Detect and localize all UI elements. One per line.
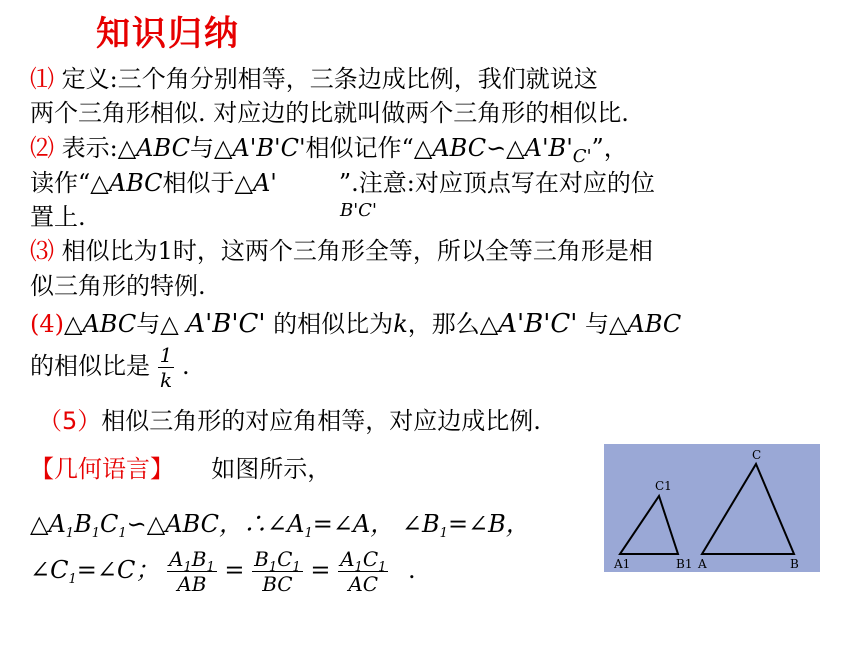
f1-den: AB: [177, 572, 207, 596]
ratio-fraction-2: [252, 547, 303, 596]
item3-line1: [30, 236, 653, 266]
item2-read-abc: △ABC: [90, 169, 163, 197]
item4-line1: [30, 309, 681, 339]
item2-text-a: 表示:: [54, 134, 118, 162]
item3-line2: 似三角形的特例.: [30, 272, 206, 300]
item2-tri-abc: △ABC: [117, 134, 190, 162]
large-triangle: [702, 464, 794, 554]
item5-line: [38, 406, 541, 436]
item1-line2: 两个三角形相似. 对应边的比就叫做两个三角形的相似比.: [30, 99, 629, 127]
item2-text-h: ”，: [591, 134, 628, 162]
similar-triangles-figure: [604, 444, 820, 572]
item2-notation-sub: C': [572, 146, 592, 167]
label-a1: A1: [614, 557, 631, 571]
f1-na: A: [169, 547, 184, 571]
f3-na: A: [340, 547, 355, 571]
g2-a: ∠C: [30, 556, 69, 584]
g1-c: C: [100, 510, 119, 538]
f1-ns1: 1: [183, 560, 192, 575]
g1-d: ∽△ABC，∴∠A: [126, 510, 305, 538]
item4-fraction: [158, 343, 175, 392]
geometry-label: 【几何语言】: [30, 455, 174, 483]
f3-den: AC: [348, 572, 379, 596]
g1-b: B: [74, 510, 92, 538]
item1-line1: [30, 64, 598, 94]
g1-s1: 1: [65, 526, 75, 541]
item4-tri-prime-1: A'B'C': [186, 309, 266, 339]
f3-nb: C: [362, 547, 379, 571]
item4-tri-abc-2: ABC: [627, 310, 682, 338]
f1-ns2: 1: [206, 560, 215, 575]
item1-number: ⑴: [30, 65, 54, 93]
page-title: 知识归纳: [96, 14, 240, 54]
item2-notation: △ABC∽△A'B': [413, 134, 573, 162]
ratio-fraction-1: [167, 547, 217, 596]
item4-text-f: ，那么△: [407, 310, 499, 338]
g2-s1: 1: [68, 572, 77, 587]
f3-ns2: 1: [378, 560, 387, 575]
f2-na: B: [254, 547, 269, 571]
f1-nb: B: [191, 547, 207, 571]
label-c1: C1: [655, 479, 672, 493]
item1-text1: 定义:三个角分别相等，三条边成比例，我们就说这: [54, 65, 598, 93]
eq-2: =: [310, 556, 331, 584]
item4-line2: [30, 343, 190, 392]
item2-text-c: 与: [189, 134, 214, 162]
item2-number: ⑵: [30, 134, 54, 162]
item2-read-sub: B'C': [340, 200, 377, 221]
item2-read-c: 相似于: [162, 169, 235, 197]
g1-f: =∠B，: [447, 510, 530, 538]
f2-ns2: 1: [292, 560, 301, 575]
item2-line3: 置上.: [30, 203, 86, 231]
label-c: C: [752, 448, 762, 462]
item2-line2: [30, 168, 655, 198]
g1-s3: 1: [118, 526, 127, 541]
item4-ratio-text: 的相似比是: [30, 352, 158, 380]
f2-den: BC: [262, 572, 293, 596]
small-triangle: [620, 496, 678, 554]
item2-tri-abc-prime: △A'B'C': [213, 134, 306, 162]
item4-tri-abc: △ABC: [64, 310, 137, 338]
item4-text-b: 与△: [136, 310, 187, 338]
g2-end: .: [408, 556, 416, 584]
g2-b: =∠C；: [76, 556, 160, 584]
item4-k: k: [393, 310, 408, 338]
item4-fraction-den: k: [159, 368, 173, 392]
ratio-fraction-3: [338, 547, 388, 596]
g1-s2: 1: [91, 526, 100, 541]
item4-text-d: 的相似比为: [265, 310, 394, 338]
g1-e: =∠A， ∠B: [312, 510, 440, 538]
f2-ns1: 1: [268, 560, 278, 575]
item5-number: （5）: [38, 407, 102, 435]
f2-nb: C: [277, 547, 293, 571]
f3-ns1: 1: [354, 560, 363, 575]
item2-read-e: ”.注意:对应顶点写在对应的位: [338, 169, 655, 197]
eq-1: =: [224, 556, 245, 584]
label-a: A: [698, 557, 707, 571]
geometry-intro: 如图所示，: [211, 455, 332, 483]
item4-text-h: 与△: [577, 310, 628, 338]
item2-read-a-prime: △A': [234, 169, 277, 197]
item3-number: ⑶: [30, 237, 54, 265]
g1-a: △A: [30, 510, 66, 538]
item4-number: (4): [30, 310, 64, 338]
label-b: B: [790, 557, 799, 571]
item3-text1: 相似比为1时，这两个三角形全等，所以全等三角形是相: [54, 237, 653, 265]
triangles-svg: [604, 444, 820, 572]
item2-text-e: 相似记作“: [305, 134, 414, 162]
item4-tri-prime-2: A'B'C': [498, 309, 578, 339]
item4-period: .: [182, 352, 190, 380]
item5-text: 相似三角形的对应角相等，对应边成比例.: [101, 407, 541, 435]
item2-read-a: 读作“: [30, 169, 91, 197]
item4-fraction-num: 1: [159, 343, 173, 367]
geometry-line2: [30, 547, 416, 596]
geometry-line1: [30, 509, 530, 539]
g1-s4: 1: [304, 526, 313, 541]
geometry-header: [30, 454, 331, 484]
g1-s5: 1: [439, 526, 448, 541]
label-b1: B1: [676, 557, 693, 571]
item2-line1: [30, 133, 628, 172]
